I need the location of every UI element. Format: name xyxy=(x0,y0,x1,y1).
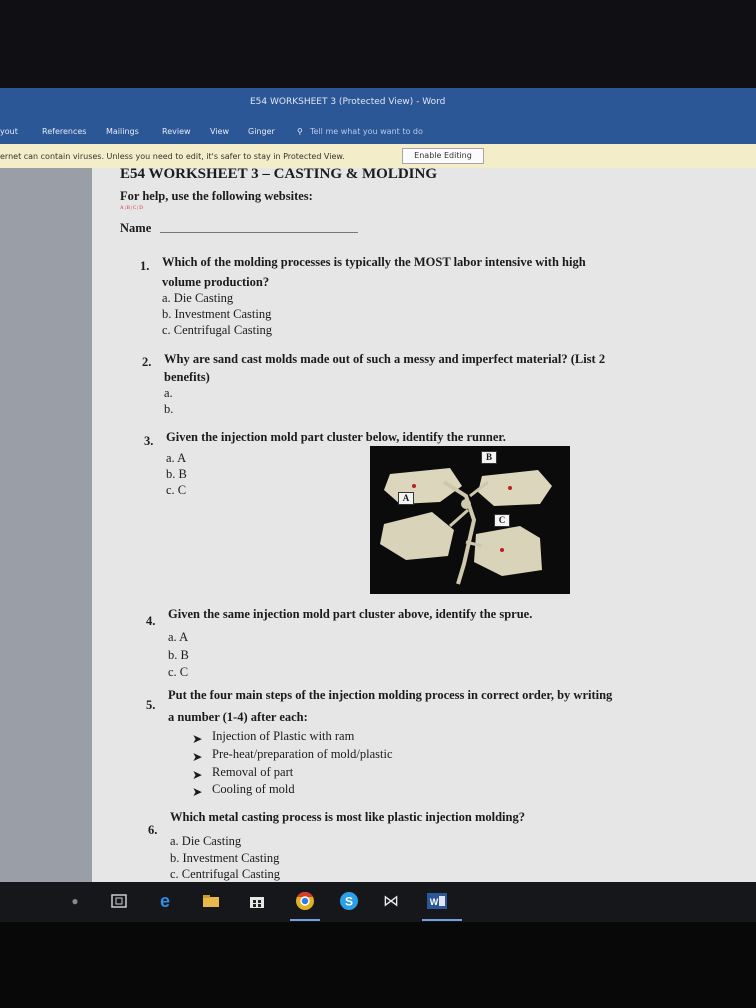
figure-label-b: B xyxy=(481,451,497,464)
figure-label-c: C xyxy=(494,514,510,527)
arrow-bullet-icon: ➤ xyxy=(192,785,203,799)
q2-number: 2. xyxy=(142,355,152,369)
lightbulb-icon: ⚲ xyxy=(297,127,303,136)
mold-part-cluster-image xyxy=(370,446,570,594)
q1-option-c: c. Centrifugal Casting xyxy=(162,323,273,337)
q5-step-2: Pre-heat/preparation of mold/plastic xyxy=(212,747,393,761)
arrow-bullet-icon: ➤ xyxy=(192,768,203,782)
q3-option-c: c. C xyxy=(166,483,187,497)
word-icon[interactable] xyxy=(426,890,448,912)
q2-option-b: b. xyxy=(164,402,174,416)
window-title: E54 WORKSHEET 3 (Protected View) - Word xyxy=(250,97,446,107)
store-icon[interactable] xyxy=(246,890,268,912)
monitor-bezel xyxy=(0,0,756,88)
tab-ginger[interactable]: Ginger xyxy=(248,127,275,136)
q2-text-2: benefits) xyxy=(164,370,210,384)
q4-option-a: a. A xyxy=(168,630,189,644)
q3-text: Given the injection mold part cluster below, identify the runner. xyxy=(166,430,506,444)
help-text: For help, use the following websites: xyxy=(120,189,313,203)
taskbar xyxy=(0,882,756,922)
word-active-indicator xyxy=(422,919,462,921)
tiny-text: A|B|C|D xyxy=(120,206,144,211)
q6-option-c: c. Centrifugal Casting xyxy=(170,867,281,881)
arrow-bullet-icon: ➤ xyxy=(192,750,203,764)
monitor-bezel-bottom xyxy=(0,922,756,1008)
q4-option-b: b. B xyxy=(168,648,189,662)
q5-text-2: a number (1-4) after each: xyxy=(168,710,308,724)
title-bar xyxy=(0,88,756,118)
chrome-icon[interactable] xyxy=(294,890,316,912)
arrow-bullet-icon: ➤ xyxy=(192,732,203,746)
visual-studio-icon[interactable]: ⋈ xyxy=(383,893,399,910)
q1-text: Which of the molding processes is typically the MOST labor intensive with high xyxy=(162,255,586,269)
q3-option-a: a. A xyxy=(166,451,187,465)
microphone-icon[interactable]: ● xyxy=(71,894,79,908)
tab-layout[interactable]: yout xyxy=(0,127,18,136)
name-line xyxy=(160,232,358,233)
q4-number: 4. xyxy=(146,614,156,628)
q5-step-4: Cooling of mold xyxy=(212,782,295,796)
q5-number: 5. xyxy=(146,698,156,712)
q1-text-2: volume production? xyxy=(162,275,270,289)
q3-number: 3. xyxy=(144,434,154,448)
figure-label-a: A xyxy=(398,492,414,505)
mold-part-drawing xyxy=(370,446,570,594)
tab-mailings[interactable]: Mailings xyxy=(106,127,139,136)
tab-references[interactable]: References xyxy=(42,127,87,136)
task-view-icon[interactable] xyxy=(108,890,130,912)
enable-editing-button[interactable]: Enable Editing xyxy=(402,148,484,164)
tab-review[interactable]: Review xyxy=(162,127,191,136)
q5-text: Put the four main steps of the injection molding process in correct order, by writing xyxy=(168,688,613,702)
q1-option-b: b. Investment Casting xyxy=(162,307,272,321)
q1-number: 1. xyxy=(140,259,150,273)
q5-step-1: Injection of Plastic with ram xyxy=(212,729,355,743)
q5-step-3: Removal of part xyxy=(212,765,294,779)
name-label: Name xyxy=(120,221,152,235)
q1-option-a: a. Die Casting xyxy=(162,291,234,305)
edge-icon[interactable]: e xyxy=(159,890,170,911)
file-explorer-icon[interactable] xyxy=(200,890,222,912)
q4-text: Given the same injection mold part cluster above, identify the sprue. xyxy=(168,607,533,621)
q4-option-c: c. C xyxy=(168,665,189,679)
q6-option-a: a. Die Casting xyxy=(170,834,242,848)
q3-option-b: b. B xyxy=(166,467,187,481)
q6-text: Which metal casting process is most like plastic injection molding? xyxy=(170,810,525,824)
word-letter: W xyxy=(429,897,439,907)
ribbon-tabs xyxy=(0,118,756,144)
tab-view[interactable]: View xyxy=(210,127,229,136)
skype-letter: S xyxy=(344,894,354,909)
chrome-active-indicator xyxy=(290,919,320,921)
tell-me-box[interactable]: Tell me what you want to do xyxy=(310,127,423,136)
q6-number: 6. xyxy=(148,823,158,837)
skype-icon[interactable] xyxy=(338,890,360,912)
q6-option-b: b. Investment Casting xyxy=(170,851,280,865)
q2-text: Why are sand cast molds made out of such a messy and imperfect material? (List 2 xyxy=(164,352,606,366)
worksheet-title: E54 WORKSHEET 3 – CASTING & MOLDING xyxy=(120,166,437,182)
protected-view-message: ernet can contain viruses. Unless you need to edit, it's safer to stay in Protected View. xyxy=(0,152,345,161)
q2-option-a: a. xyxy=(164,386,173,400)
